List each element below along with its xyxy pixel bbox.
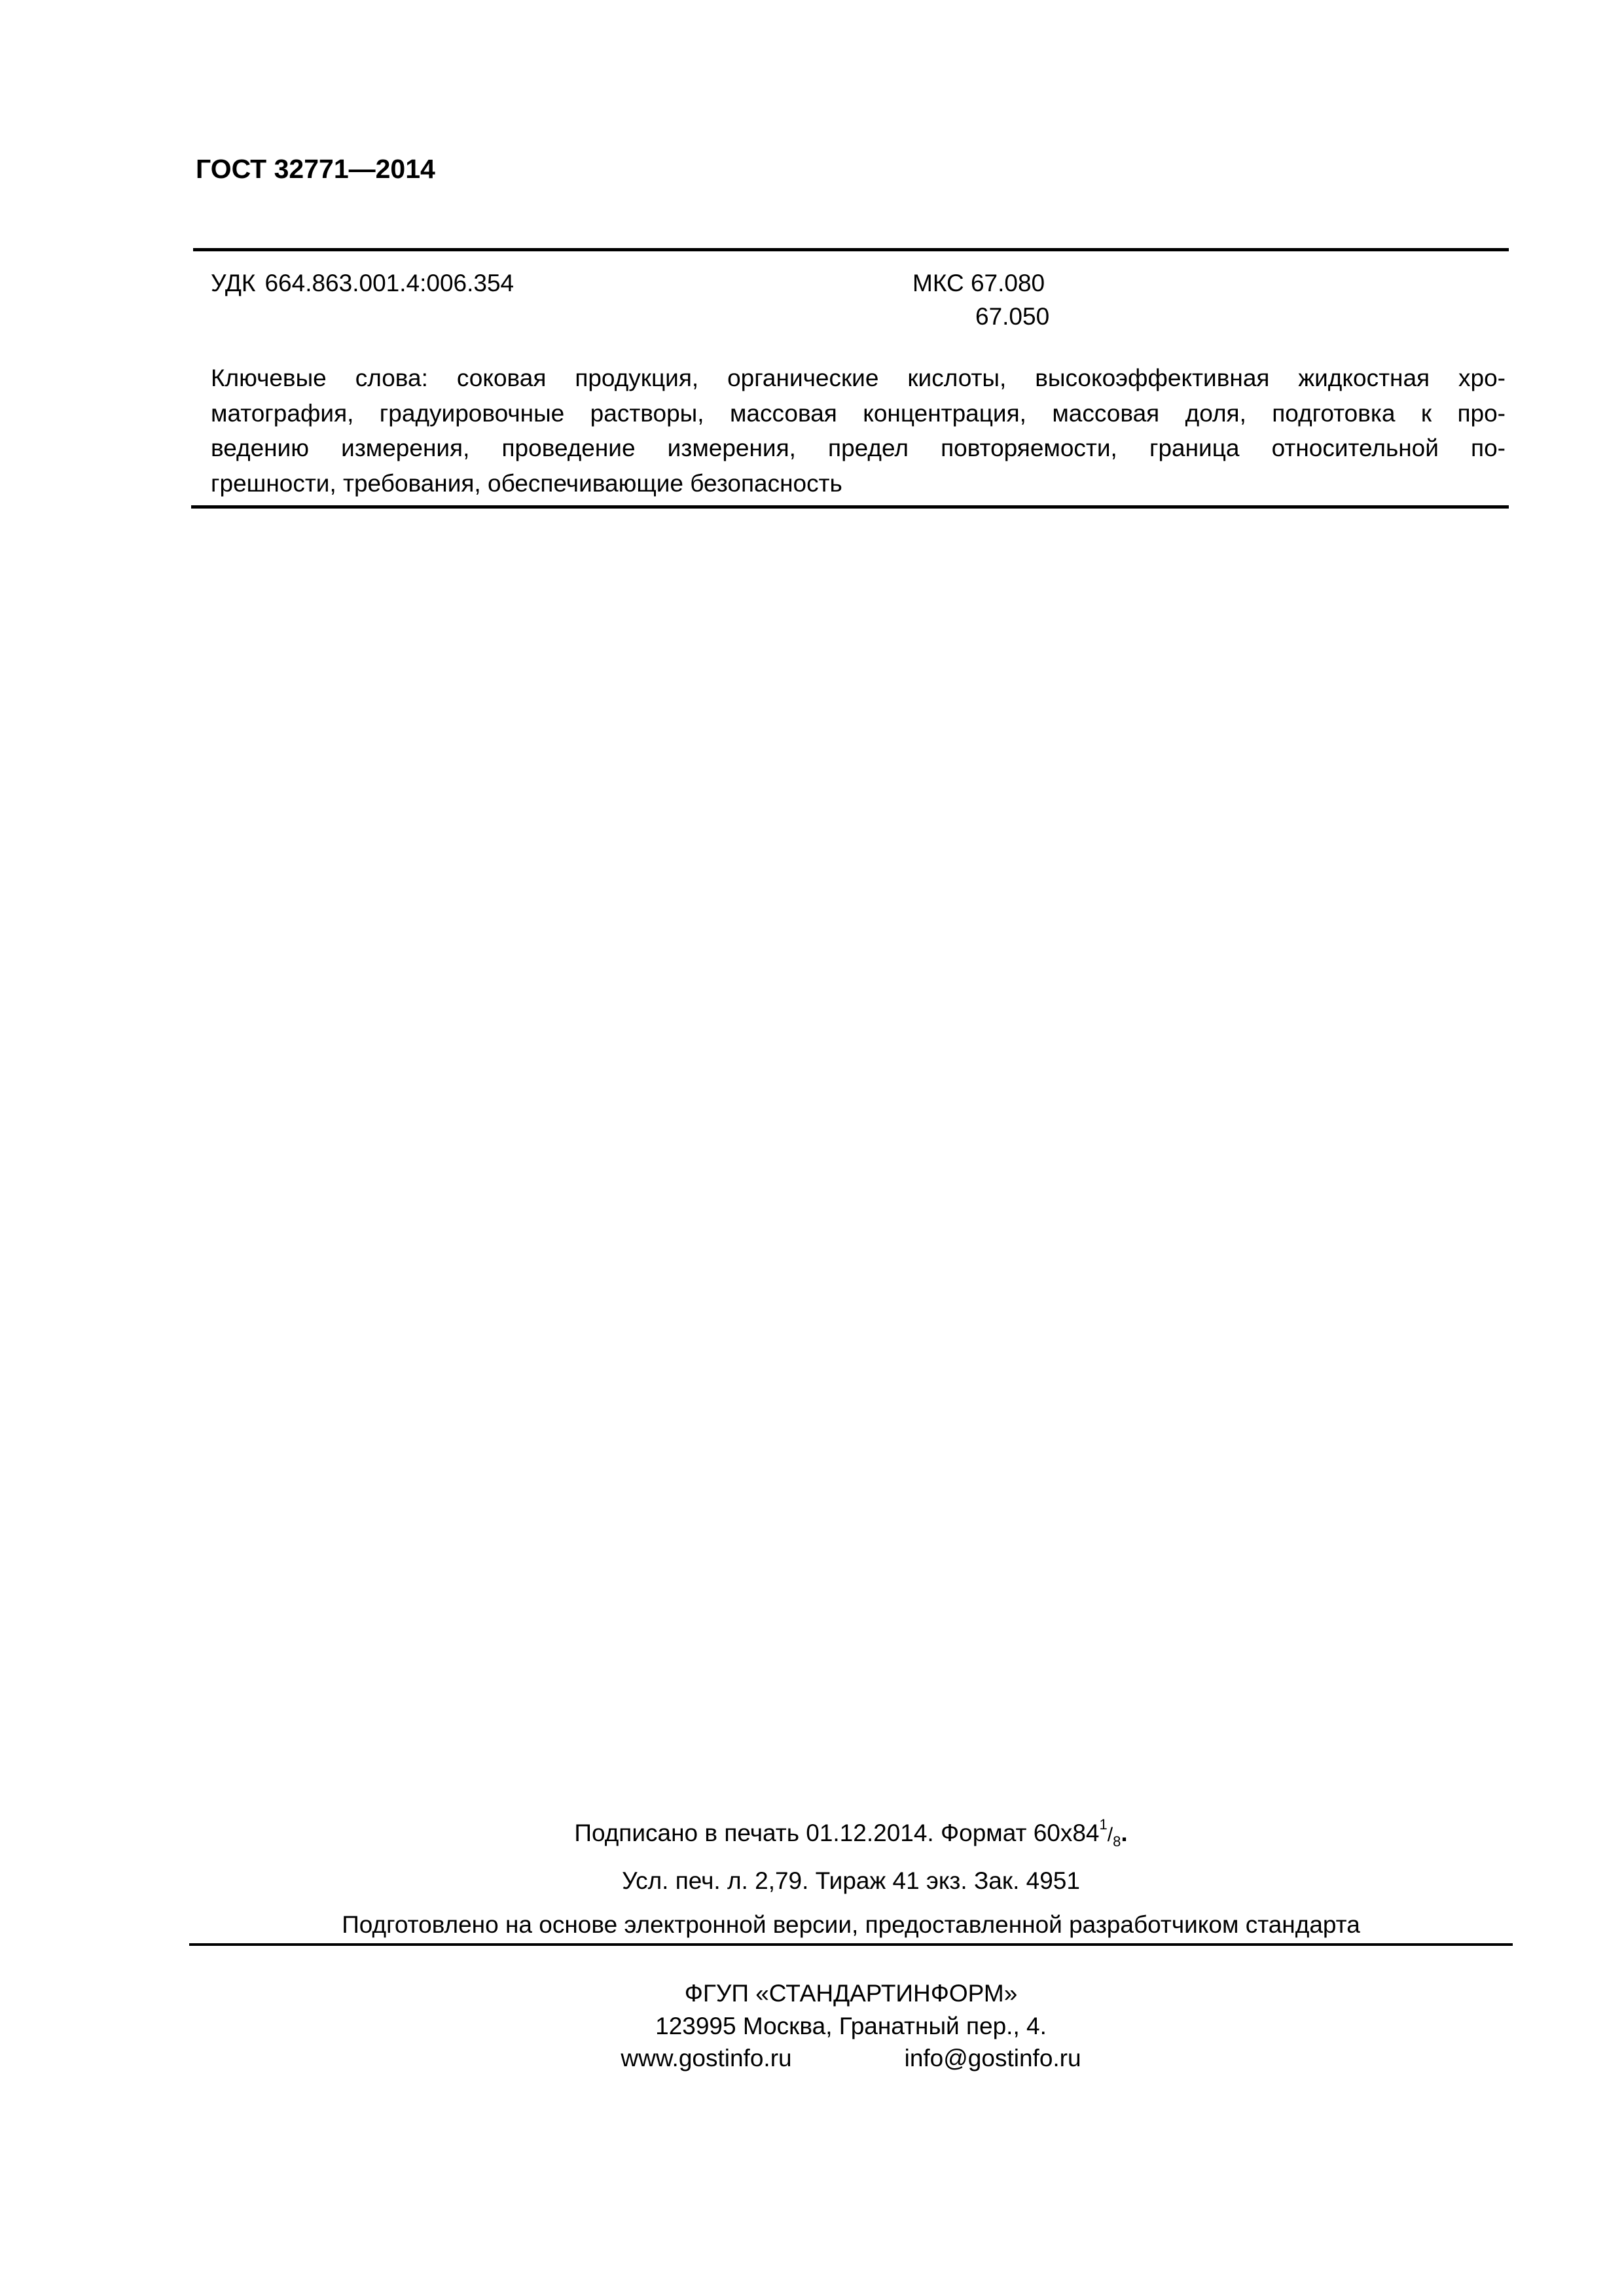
keywords-line: Ключевые слова: соковая продукция, органические кислоты, высокоэффективная жидкостная хро- <box>211 365 1506 391</box>
keywords-line: матография, градуировочные растворы, массовая концентрация, массовая доля, подготовка к про- <box>211 399 1506 427</box>
keywords-paragraph <box>211 361 1506 501</box>
top-divider <box>193 248 1509 251</box>
publisher-contacts <box>189 2042 1513 2075</box>
imprint-signed-end: . <box>1121 1820 1128 1846</box>
format-fraction-numerator: 1 <box>1099 1816 1108 1833</box>
keywords-line: ведению измерения, проведение измерения, предел повторяемости, граница относительной по- <box>211 435 1506 461</box>
format-fraction-denominator: 8 <box>1113 1833 1121 1850</box>
imprint-signed-line <box>189 1817 1513 1852</box>
format-fraction-slash: / <box>1107 1824 1113 1846</box>
mks-classification <box>912 267 1045 300</box>
publisher-name: ФГУП «СТАНДАРТИНФОРМ» <box>684 1980 1018 2007</box>
publisher-website-link[interactable]: www.gostinfo.ru <box>621 2045 792 2072</box>
mks-value-1: 67.080 <box>970 270 1045 296</box>
imprint-prepared-note: Подготовлено на основе электронной версии, предоставленной разработчиком стандарта <box>342 1911 1360 1938</box>
imprint-signed-text: Подписано в печать 01.12.2014. Формат 60x84 <box>574 1820 1100 1846</box>
keywords-divider <box>191 505 1509 509</box>
publisher-email-link[interactable]: info@gostinfo.ru <box>904 2045 1081 2072</box>
imprint-print-details: Усл. печ. л. 2,79. Тираж 41 экз. Зак. 4951 <box>622 1867 1080 1894</box>
udk-value: 664.863.001.4:006.354 <box>264 270 514 296</box>
document-header-standard-id: ГОСТ 32771—2014 <box>196 154 435 184</box>
publisher-address: 123995 Москва, Гранатный пер., 4. <box>655 2013 1047 2039</box>
keywords-line: грешности, требования, обеспечивающие безопасность <box>211 469 842 497</box>
udk-classification <box>211 267 514 300</box>
mks-value-2: 67.050 <box>975 303 1050 330</box>
mks-label: МКС <box>912 270 964 296</box>
udk-label: УДК <box>211 270 256 296</box>
imprint-divider <box>189 1943 1513 1946</box>
